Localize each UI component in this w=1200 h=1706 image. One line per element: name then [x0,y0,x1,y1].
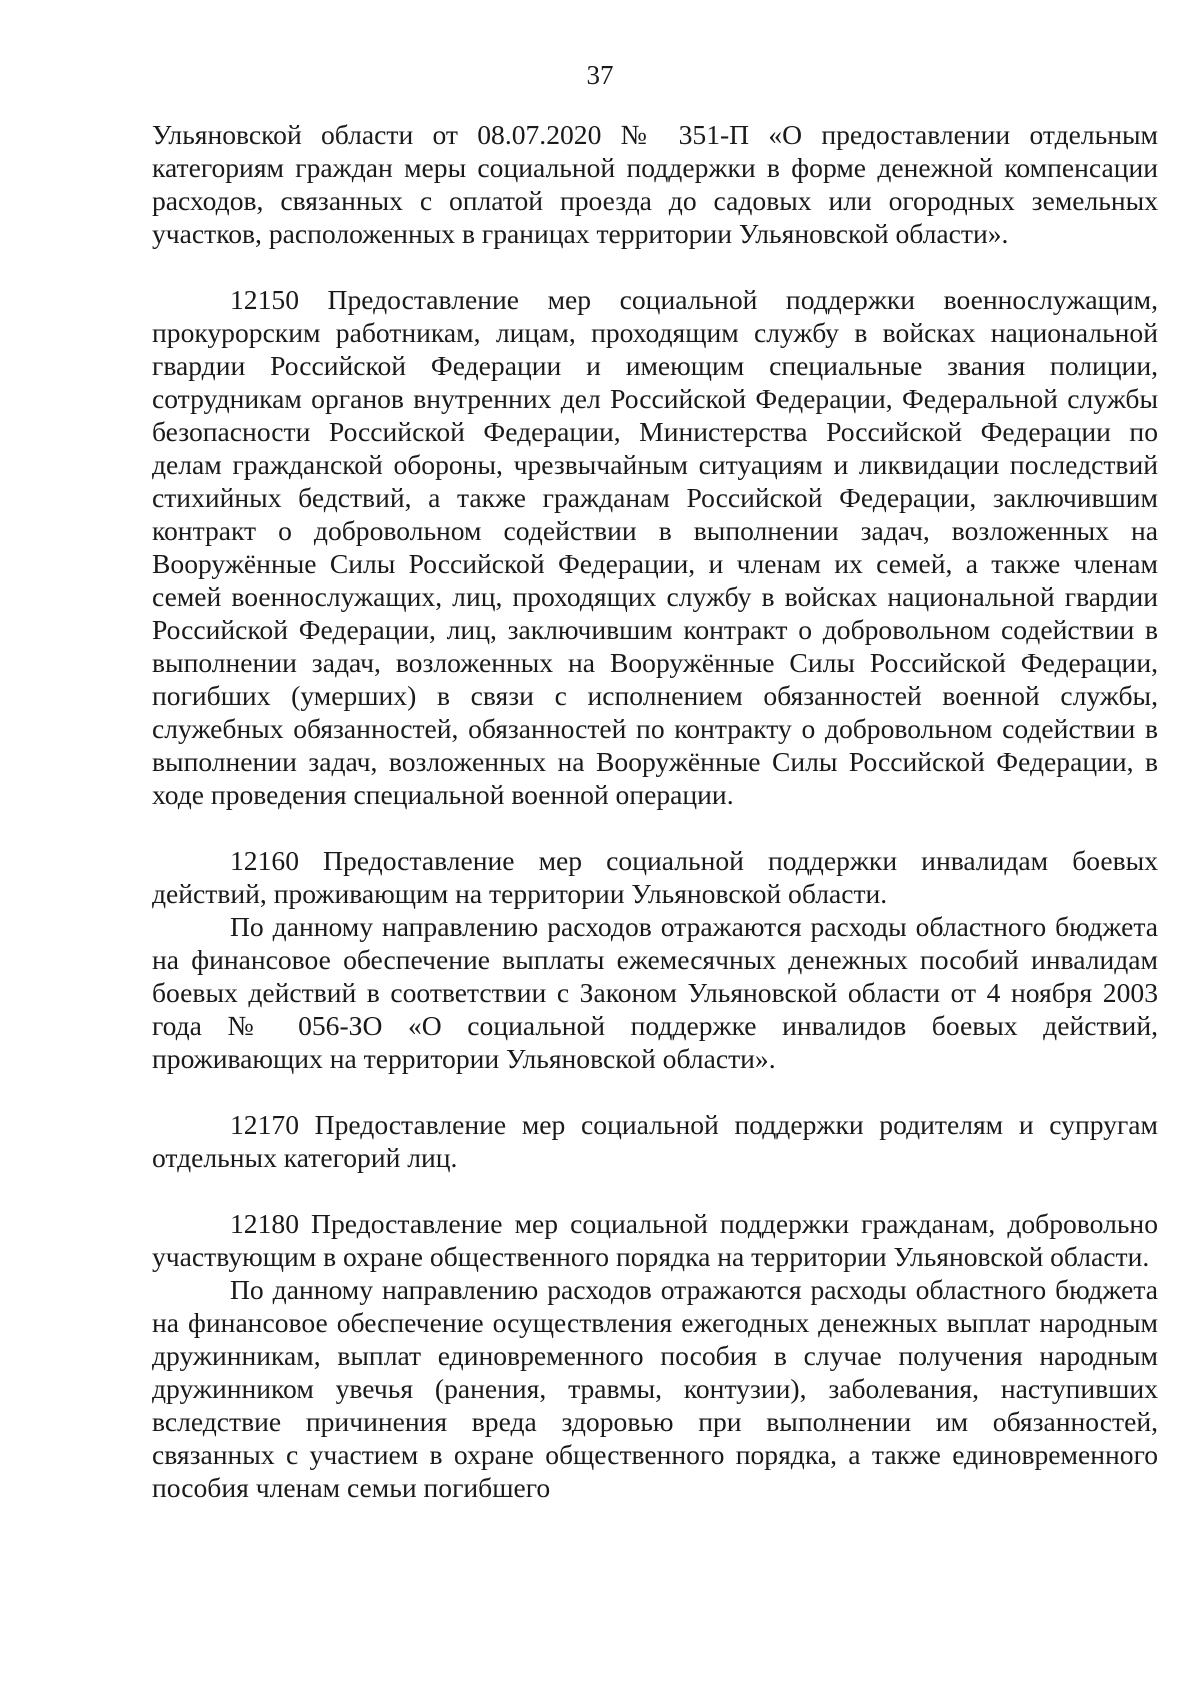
paragraph-12160-description: По данному направлению расходов отражаются расходы областного бюджета на финансовое обеспечение выплаты ежемесячных денежных пособий инвалидам боевых действий в соответствии с Законом Ульяновской области от 4 ноября 2003 года № 056-ЗО «О социальной поддержке инвалидов боевых действий, проживающих на территории Ульяновской области». [152,911,1158,1074]
paragraph-12160: 12160 Предоставление мер социальной поддержки инвалидам боевых действий, проживающим на территории Ульяновской области. [152,845,1158,909]
page-number: 37 [586,60,614,90]
paragraph-12150: 12150 Предоставление мер социальной поддержки военнослужащим, прокурорским работникам, лицам, проходящим службу в войсках национальной гвардии Российской Федерации и имеющим специальные звания полиции, сотрудникам органов внутренних дел Российской Федерации, Федеральной службы безопасности Российской Федерации, Министерства Российской Федерации по делам гражданской обороны, чрезвычайным ситуациям и ликвидации последствий стихийных бедствий, а также гражданам Российской Федерации, заключившим контракт о добровольном содействии в выполнении задач, возложенных на Вооружённые Силы Российской Федерации, и членам их семей, а также членам семей военнослужащих, лиц, проходящих службу в войсках национальной гвардии Российской Федерации, лиц, заключившим контракт о добровольном содействии в выполнении задач, возложенных на Вооружённые Силы Российской Федерации, погибших (умерших) в связи с исполнением обязанностей военной службы, служебных обязанностей, обязанностей по контракту о добровольном содействии в выполнении задач, возложенных на Вооружённые Силы Российской Федерации, в ходе проведения специальной военной операции. [152,284,1158,810]
paragraph-12180: 12180 Предоставление мер социальной поддержки гражданам, добровольно участвующим в охране общественного порядка на территории Ульяновской области. [152,1208,1158,1272]
paragraph-12170: 12170 Предоставление мер социальной поддержки родителям и супругам отдельных категорий лиц. [152,1109,1158,1173]
paragraph-continuation: Ульяновской области от 08.07.2020 № 351-П «О предоставлении отдельным категориям граждан меры социальной поддержки в форме денежной компенсации расходов, связанных с оплатой проезда до садовых или огородных земельных участков, расположенных в границах территории Ульяновской области». [152,119,1158,249]
document-body [152,118,1158,1504]
paragraph-12180-description: По данному направлению расходов отражаются расходы областного бюджета на финансовое обеспечение осуществления ежегодных денежных выплат народным дружинникам, выплат единовременного пособия в случае получения народным дружинником увечья (ранения, травмы, контузии), заболевания, наступивших вследствие причинения вреда здоровью при выполнении им обязанностей, связанных с участием в охране общественного порядка, а также единовременного пособия членам семьи погибшего [152,1274,1158,1503]
